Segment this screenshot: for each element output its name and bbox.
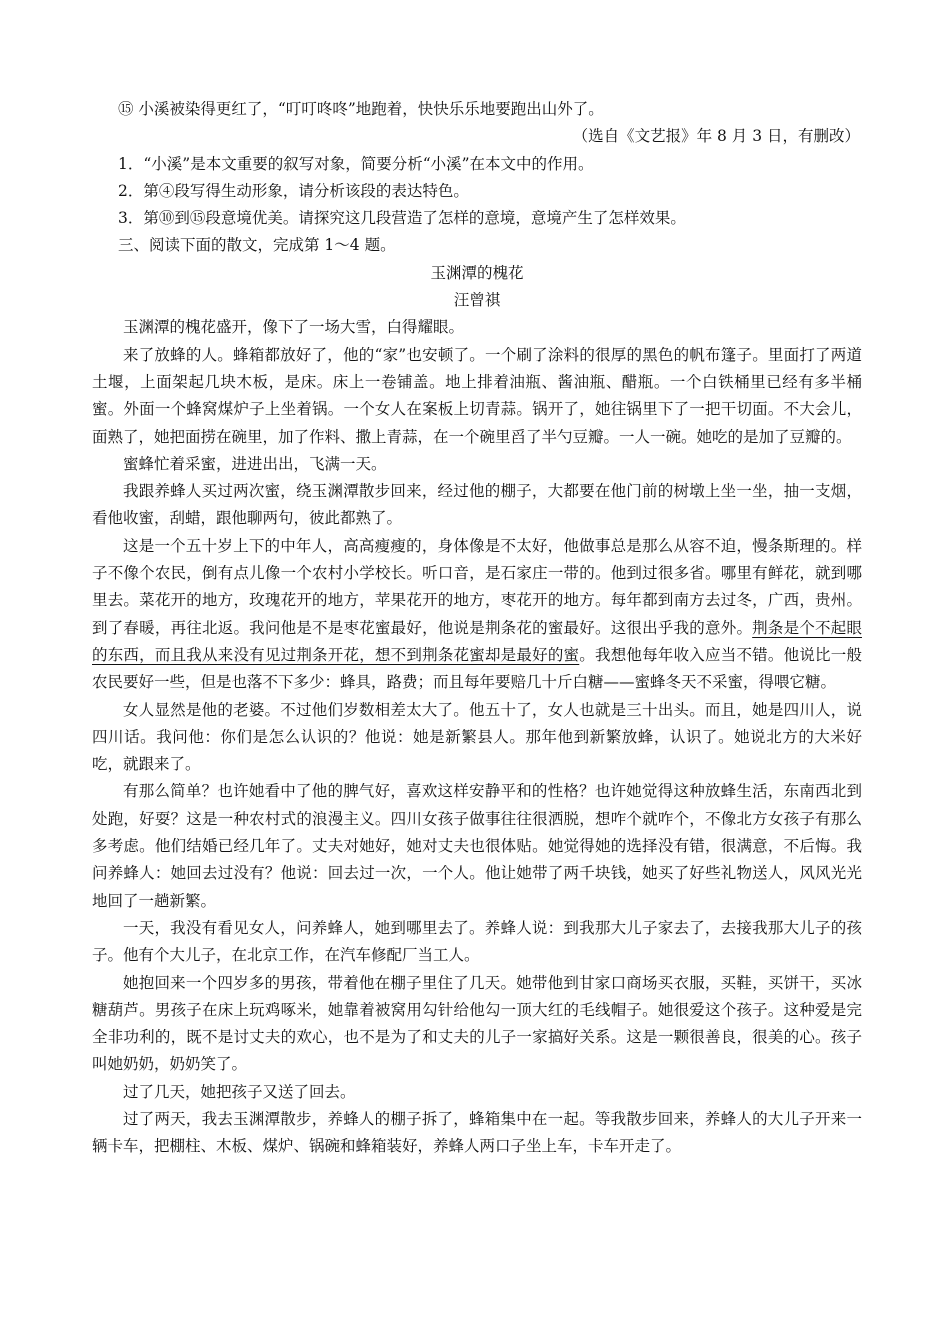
source-citation: （选自《文艺报》年 8 月 3 日，有删改） bbox=[572, 127, 860, 146]
section-heading: 三、阅读下面的散文，完成第 1～4 题。 bbox=[118, 236, 396, 255]
paragraph-5 bbox=[92, 533, 862, 697]
article-title: 玉渊潭的槐花 bbox=[430, 263, 524, 282]
document-page bbox=[92, 96, 862, 1161]
paragraph-8: 一天，我没有看见女人，问养蜂人，她到哪里去了。养蜂人说：到我那大儿子家去了，去接我那大儿子的孩子。他有个大儿子，在北京工作，在汽车修配厂当工人。 bbox=[92, 918, 862, 965]
question-1: 1．“小溪”是本文重要的叙写对象，简要分析“小溪”在本文中的作用。 bbox=[118, 154, 594, 173]
question-3: 3．第⑩到⑮段意境优美。请探究这几段营造了怎样的意境，意境产生了怎样效果。 bbox=[118, 209, 686, 228]
paragraph-3: 蜜蜂忙着采蜜，进进出出，飞满一天。 bbox=[123, 454, 387, 473]
paragraph-10: 过了几天，她把孩子又送了回去。 bbox=[123, 1082, 356, 1101]
paragraph-11: 过了两天，我去玉渊潭散步，养蜂人的棚子拆了，蜂箱集中在一起。等我散步回来，养蜂人的大儿子开来一辆卡车，把棚柱、木板、煤炉、锅碗和蜂箱装好，养蜂人两口子坐上车，卡车开走了。 bbox=[92, 1109, 862, 1156]
question-2: 2．第④段写得生动形象，请分析该段的表达特色。 bbox=[118, 181, 469, 200]
underlined-sentence: 荆条是个不起眼的东西，而且我从来没有见过荆条开花，想不到荆条花蜜却是最好的蜜 bbox=[92, 618, 862, 664]
paragraph-2: 来了放蜂的人。蜂箱都放好了，他的“家”也安顿了。一个刷了涂料的很厚的黑色的帆布篷子。里面打了两道土堰，上面架起几块木板，是床。床上一卷铺盖。地上排着油瓶、酱油瓶、醋瓶。一个白铁桶里已经有多半桶蜜。外面一个蜂窝煤炉子上坐着锅。一个女人在案板上切青蒜。锅开了，她往锅里下了一把干切面。不大会儿，面熟了，她把面捞在碗里，加了作料、撒上青蒜，在一个碗里舀了半勺豆瓣。一人一碗。她吃的是加了豆瓣的。 bbox=[92, 345, 862, 446]
paragraph-6: 女人显然是他的老婆。不过他们岁数相差太大了。他五十了，女人也就是三十出头。而且，她是四川人，说四川话。我问他：你们是怎么认识的？他说：她是新繁县人。那年他到新繁放蜂，认识了。她说北方的大米好吃，就跟来了。 bbox=[92, 700, 862, 774]
paragraph-4: 我跟养蜂人买过两次蜜，绕玉渊潭散步回来，经过他的棚子，大都要在他门前的树墩上坐一坐，抽一支烟，看他收蜜，刮蜡，跟他聊两句，彼此都熟了。 bbox=[92, 482, 862, 528]
article-author: 汪曾祺 bbox=[453, 291, 501, 310]
paragraph-7: 有那么简单？也许她看中了他的脾气好，喜欢这样安静平和的性格？也许她觉得这种放蜂生活，东南西北到处跑，好耍？这是一种农村式的浪漫主义。四川女孩子做事往往很洒脱，想咋个就咋个，不像北方女孩子有那么多考虑。他们结婚已经几年了。丈夫对她好，她对丈夫也很体贴。她觉得她的选择没有错，很满意，不后悔。我问养蜂人：她回去过没有？他说：回去过一次，一个人。他让她带了两千块钱，她买了好些礼物送人，风风光光地回了一趟新繁。 bbox=[92, 782, 862, 910]
previous-article-last-paragraph: ⑮ 小溪被染得更红了，“叮叮咚咚”地跑着，快快乐乐地要跑出山外了。 bbox=[118, 100, 604, 118]
paragraph-1: 玉渊潭的槐花盛开，像下了一场大雪，白得耀眼。 bbox=[123, 318, 465, 337]
paragraph-5-text-before: 这是一个五十岁上下的中年人，高高瘦瘦的，身体像是不太好，他做事总是那么从容不迫，慢条斯理的。样子不像个农民，倒有点儿像一个农村小学校长。听口音，是石家庄一带的。他到过很多省。哪里有鲜花，就到哪里去。菜花开的地方，玫瑰花开的地方，苹果花开的地方，枣花开的地方。每年都到南方去过冬，广西，贵州。到了春暖，再往北返。我问他是不是枣花蜜最好，他说是荆条花的蜜最好。这很出乎我的意外。 bbox=[92, 536, 862, 637]
paragraph-9: 她抱回来一个四岁多的男孩，带着他在棚子里住了几天。她带他到甘家口商场买衣服，买鞋，买饼干，买冰糖葫芦。男孩子在床上玩鸡啄米，她靠着被窝用勾针给他勾一顶大红的毛线帽子。她很爱这个孩子。这种爱是完全非功利的，既不是讨丈夫的欢心，也不是为了和丈夫的儿子一家搞好关系。这是一颗很善良，很美的心。孩子叫她奶奶，奶奶笑了。 bbox=[92, 973, 862, 1074]
paragraph-5-text-after: 。我想他每年收入应当不错。他说比一般农民要好一些，但是也落不下多少：蜂具，路费；而且每年要赔几十斤白糖——蜜蜂冬天不采蜜，得喂它糖。 bbox=[92, 645, 862, 692]
